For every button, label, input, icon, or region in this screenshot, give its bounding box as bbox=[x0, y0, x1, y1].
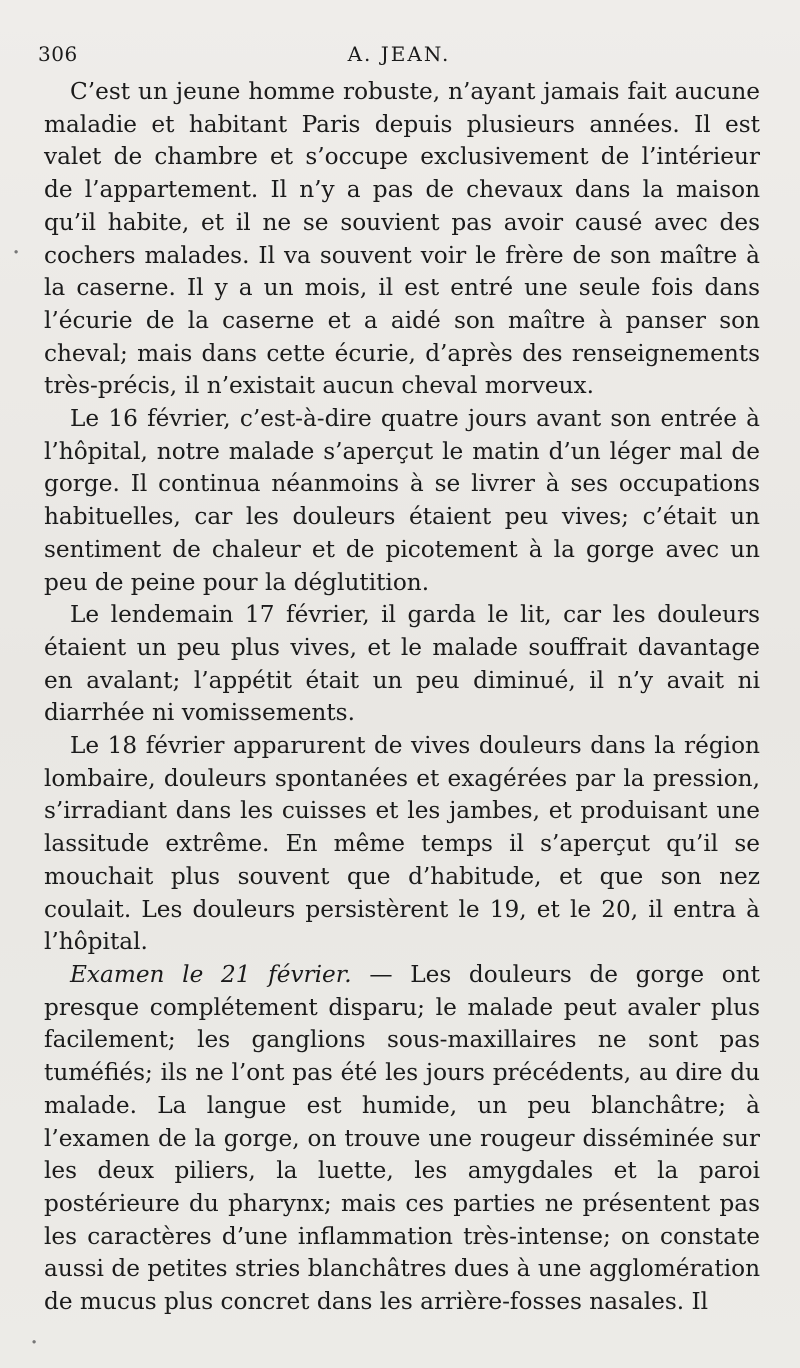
paragraph-4: Le 18 février apparurent de vives douleurs dans la région lombaire, douleurs spontanées et exagérées par la pression, s’irradiant dans les cuisses et les jambes, et produisant une lassitude extrême. En même temps il s’aperçut qu’il se mouchait plus souvent que d’habitude, et que son nez coulait. Les douleurs persistèrent le 19, et le 20, il entra à l’hôpital. bbox=[44, 732, 760, 956]
paragraph-3: Le lendemain 17 février, il garda le lit, car les douleurs étaient un peu plus vives, et le malade souffrait davantage en avalant; l’appétit était un peu diminué, il n’y avait ni diarrhée ni vomissements. bbox=[44, 601, 760, 727]
margin-speck: · bbox=[12, 238, 21, 268]
paragraph-1: C’est un jeune homme robuste, n’ayant jamais fait aucune maladie et habitant Paris depuis plusieurs années. Il est valet de chambre et s’occupe exclusivement de l’intérieur de l’appartement. Il n’y a pas de chevaux dans la maison qu’il habite, et il ne se souvient pas avoir causé avec des cochers malades. Il va souvent voir le frère de son maître à la caserne. Il y a un mois, il est entré une seule fois dans l’écurie de la caserne et a aidé son maître à panser son cheval; mais dans cette écurie, d’après des renseignements très-précis, il n’existait aucun cheval morveux. bbox=[44, 78, 760, 400]
paragraph-5-text: — Les douleurs de gorge ont presque complétement disparu; le malade peut avaler plus facilement; les ganglions sous-maxillaires ne sont pas tuméfiés; ils ne l’ont pas été les jours précédents, au dire du malade. La langue est humide, un peu blanchâtre; à l’examen de la gorge, on trouve une rougeur disséminée sur les deux piliers, la luette, les amygdales et la paroi postérieure du pharynx; mais ces parties ne présentent pas les caractères d’une inflammation très-intense; on constate aussi de petites stries blanchâtres dues à une agglomération de mucus plus concret dans les arrière-fosses nasales. Il bbox=[44, 960, 760, 1316]
running-head: A. JEAN. bbox=[347, 42, 451, 66]
paragraph-2: Le 16 février, c’est-à-dire quatre jours avant son entrée à l’hôpital, notre malade s’aperçut le matin d’un léger mal de gorge. Il continua néanmoins à se livrer à ses occupations habituelles, car les douleurs étaient peu vives; c’était un sentiment de chaleur et de picotement à la gorge avec un peu de peine pour la déglutition. bbox=[44, 405, 760, 596]
page-number: 306 bbox=[38, 42, 78, 66]
body-text bbox=[44, 76, 760, 1319]
paragraph-5 bbox=[44, 959, 760, 1319]
margin-speck: · bbox=[30, 1328, 39, 1358]
page-header bbox=[38, 38, 760, 70]
examen-lead: Examen le 21 février. bbox=[70, 960, 352, 988]
